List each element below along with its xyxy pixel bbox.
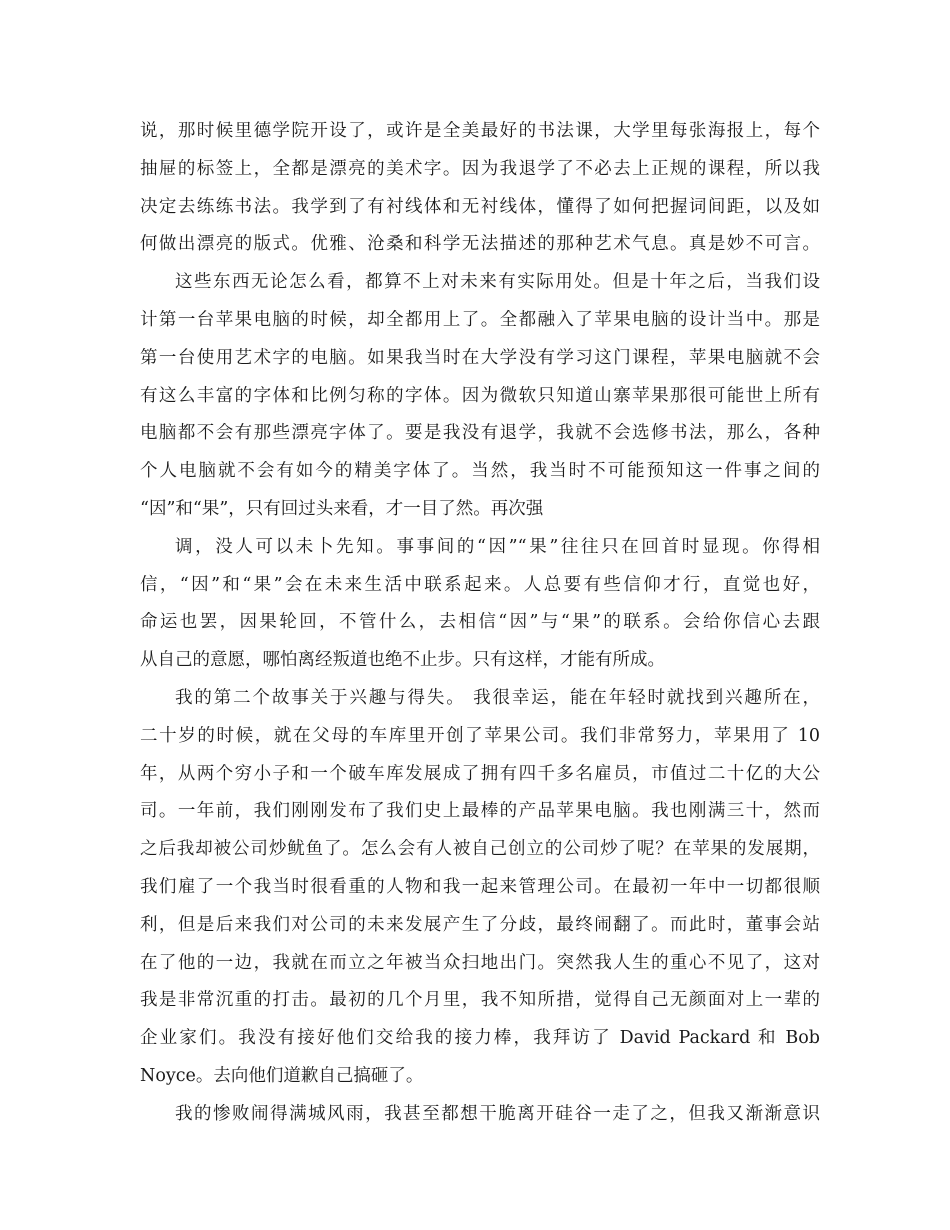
text-line: 从自己的意愿，哪怕离经叛道也绝不止步。只有这样，才能有所成。 [140, 650, 665, 671]
text-line: 命运也罢，因果轮回，不管什么，去相信“因”与“果”的联系。会给你信心去跟 [140, 612, 820, 633]
text-line: 我们雇了一个我当时很看重的人物和我一起来管理公司。在最初一年中一切都很顺 [140, 876, 820, 897]
text-line: 有这么丰富的字体和比例匀称的字体。因为微软只知道山寨苹果那很可能世上所有 [140, 385, 820, 406]
text-line: 司。一年前，我们刚刚发布了我们史上最棒的产品苹果电脑。我也刚满三十，然而 [140, 801, 820, 822]
text-line: 这些东西无论怎么看，都算不上对未来有实际用处。但是十年之后，当我们设 [175, 272, 820, 293]
text-line: 我是非常沉重的打击。最初的几个月里，我不知所措，觉得自己无颜面对上一辈的 [140, 990, 820, 1011]
text-line: 第一台使用艺术字的电脑。如果我当时在大学没有学习这门课程，苹果电脑就不会 [140, 347, 820, 368]
text-line: 之后我却被公司炒鱿鱼了。怎么会有人被自己创立的公司炒了呢？在苹果的发展期， [140, 839, 820, 860]
text-line: 二十岁的时候，就在父母的车库里开创了苹果公司。我们非常努力，苹果用了 10 [140, 725, 820, 746]
text-line: 个人电脑就不会有如今的精美字体了。当然，我当时不可能预知这一件事之间的 [140, 461, 820, 482]
text-line: “因”和“果”，只有回过头来看，才一目了然。再次强 [140, 498, 544, 519]
text-line: 年，从两个穷小子和一个破车库发展成了拥有四千多名雇员，市值过二十亿的大公 [140, 763, 820, 784]
text-line: 企业家们。我没有接好他们交给我的接力棒，我拜访了 David Packard 和 Bob [140, 1028, 820, 1049]
text-line: Noyce。去向他们道歉自己搞砸了。 [140, 1065, 424, 1086]
text-line: 我的第二个故事关于兴趣与得失。 我很幸运，能在年轻时就找到兴趣所在， [175, 687, 820, 708]
text-line: 抽屉的标签上，全都是漂亮的美术字。因为我退学了不必去上正规的课程，所以我 [140, 158, 820, 179]
text-line: 计第一台苹果电脑的时候，却全都用上了。全都融入了苹果电脑的设计当中。那是 [140, 309, 820, 330]
body-text [140, 113, 820, 1134]
text-line: 我的惨败闹得满城风雨，我甚至都想干脆离开硅谷一走了之，但我又渐渐意识 [175, 1103, 820, 1124]
text-line: 何做出漂亮的版式。优雅、沧桑和科学无法描述的那种艺术气息。真是妙不可言。 [140, 234, 820, 255]
text-line: 在了他的一边，我就在而立之年被当众扫地出门。突然我人生的重心不见了，这对 [140, 952, 820, 973]
text-line: 决定去练练书法。我学到了有衬线体和无衬线体，懂得了如何把握词间距，以及如 [140, 196, 820, 217]
text-line: 信，“因”和“果”会在未来生活中联系起来。人总要有些信仰才行，直觉也好， [140, 574, 820, 595]
text-line: 说，那时候里德学院开设了，或许是全美最好的书法课，大学里每张海报上，每个 [140, 121, 820, 141]
text-line: 电脑都不会有那些漂亮字体了。要是我没有退学，我就不会选修书法，那么，各种 [140, 423, 820, 444]
text-line: 调，没人可以未卜先知。事事间的“因”“果”往往只在回首时显现。你得相 [175, 536, 820, 557]
text-line: 利，但是后来我们对公司的未来发展产生了分歧，最终闹翻了。而此时，董事会站 [140, 914, 820, 935]
